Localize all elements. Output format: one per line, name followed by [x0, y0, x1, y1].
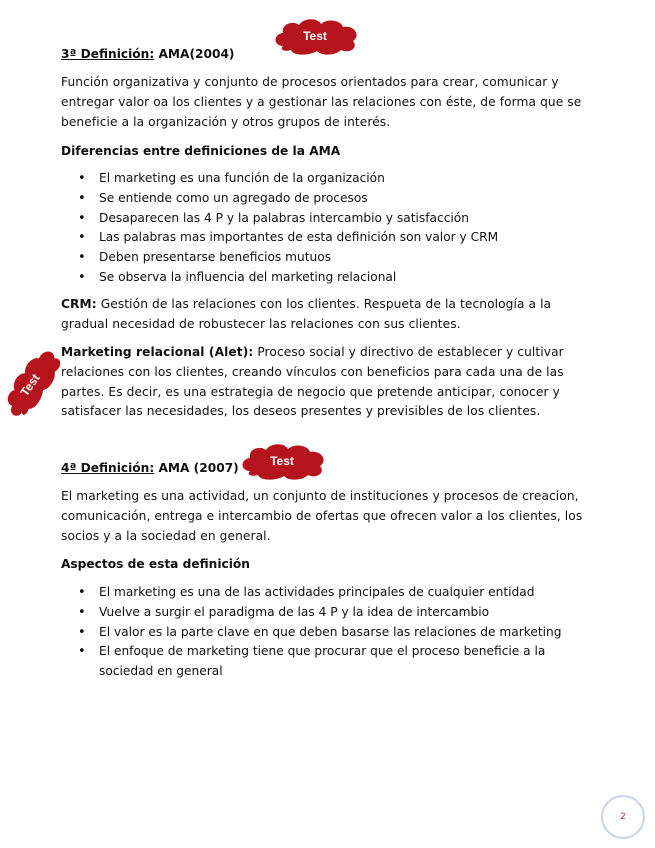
- marketing-relacional-term: Marketing relacional (Alet):: [61, 345, 254, 359]
- section-4-heading: [61, 459, 239, 477]
- page-number: [601, 795, 645, 839]
- test-stamp-label: Test: [303, 29, 327, 43]
- aspects-heading: Aspectos de esta definición: [61, 557, 250, 571]
- section-4-heading-rest: AMA (2007): [154, 461, 239, 475]
- test-stamp-label: Test: [270, 454, 294, 468]
- list-item: • Las palabras mas importantes de esta definición son valor y CRM: [61, 228, 596, 248]
- section-4-heading-prefix: 4ª Definición:: [61, 461, 155, 475]
- section-3-heading-prefix: 3ª Definición:: [61, 47, 155, 61]
- section-4-definition: El marketing es una actividad, un conjunto de instituciones y procesos de creacion, comunicación, entrega e intercambio de ofertas que ofrecen valor a los clientes, los socios y a la sociedad en general.: [61, 489, 583, 543]
- differences-heading: Diferencias entre definiciones de la AMA: [61, 144, 341, 158]
- test-stamp-label: Test: [17, 371, 43, 399]
- crm-term: CRM:: [61, 297, 97, 311]
- list-item: • Se observa la influencia del marketing relacional: [61, 268, 596, 288]
- aspects-list: [61, 583, 596, 682]
- list-item: • El enfoque de marketing tiene que procurar que el proceso beneficie a la sociedad en general: [61, 642, 596, 682]
- differences-list: [61, 169, 596, 288]
- test-stamp-cloud: [271, 16, 363, 58]
- marketing-relacional-paragraph: [61, 343, 596, 422]
- list-item: • Deben presentarse beneficios mutuos: [61, 248, 596, 268]
- test-stamp-cloud: [0, 348, 64, 420]
- section-3-heading: [61, 45, 235, 63]
- test-stamp-cloud: [238, 441, 330, 483]
- crm-paragraph: [61, 295, 596, 335]
- list-item: • El valor es la parte clave en que deben basarse las relaciones de marketing: [61, 623, 596, 643]
- list-item: • Vuelve a surgir el paradigma de las 4 P y la idea de intercambio: [61, 603, 596, 623]
- marketing-relacional-text: Proceso social y directivo de establecer y cultivar relaciones con los clientes, creando vínculos con beneficios para cada una de las partes. Es decir, es una estrategia de negocio que pretende anticipar, conocer y satisfacer las necesidades, los deseos presentes y previsibles de los clientes.: [61, 345, 564, 419]
- crm-text: Gestión de las relaciones con los clientes. Respueta de la tecnología a la gradual necesidad de robustecer las relaciones con sus clientes.: [61, 297, 552, 331]
- list-item: • El marketing es una de las actividades principales de cualquier entidad: [61, 583, 596, 603]
- section-3-heading-rest: AMA(2004): [154, 47, 235, 61]
- section-3-definition: Función organizativa y conjunto de procesos orientados para crear, comunicar y entregar valor oa los clientes y a gestionar las relaciones con éste, de forma que se beneficie a la organización y otros grupos de interés.: [61, 75, 582, 129]
- list-item: • Desaparecen las 4 P y la palabras intercambio y satisfacción: [61, 209, 596, 229]
- page-number-label: 2: [620, 812, 626, 822]
- list-item: • Se entiende como un agregado de procesos: [61, 189, 596, 209]
- list-item: • El marketing es una función de la organización: [61, 169, 596, 189]
